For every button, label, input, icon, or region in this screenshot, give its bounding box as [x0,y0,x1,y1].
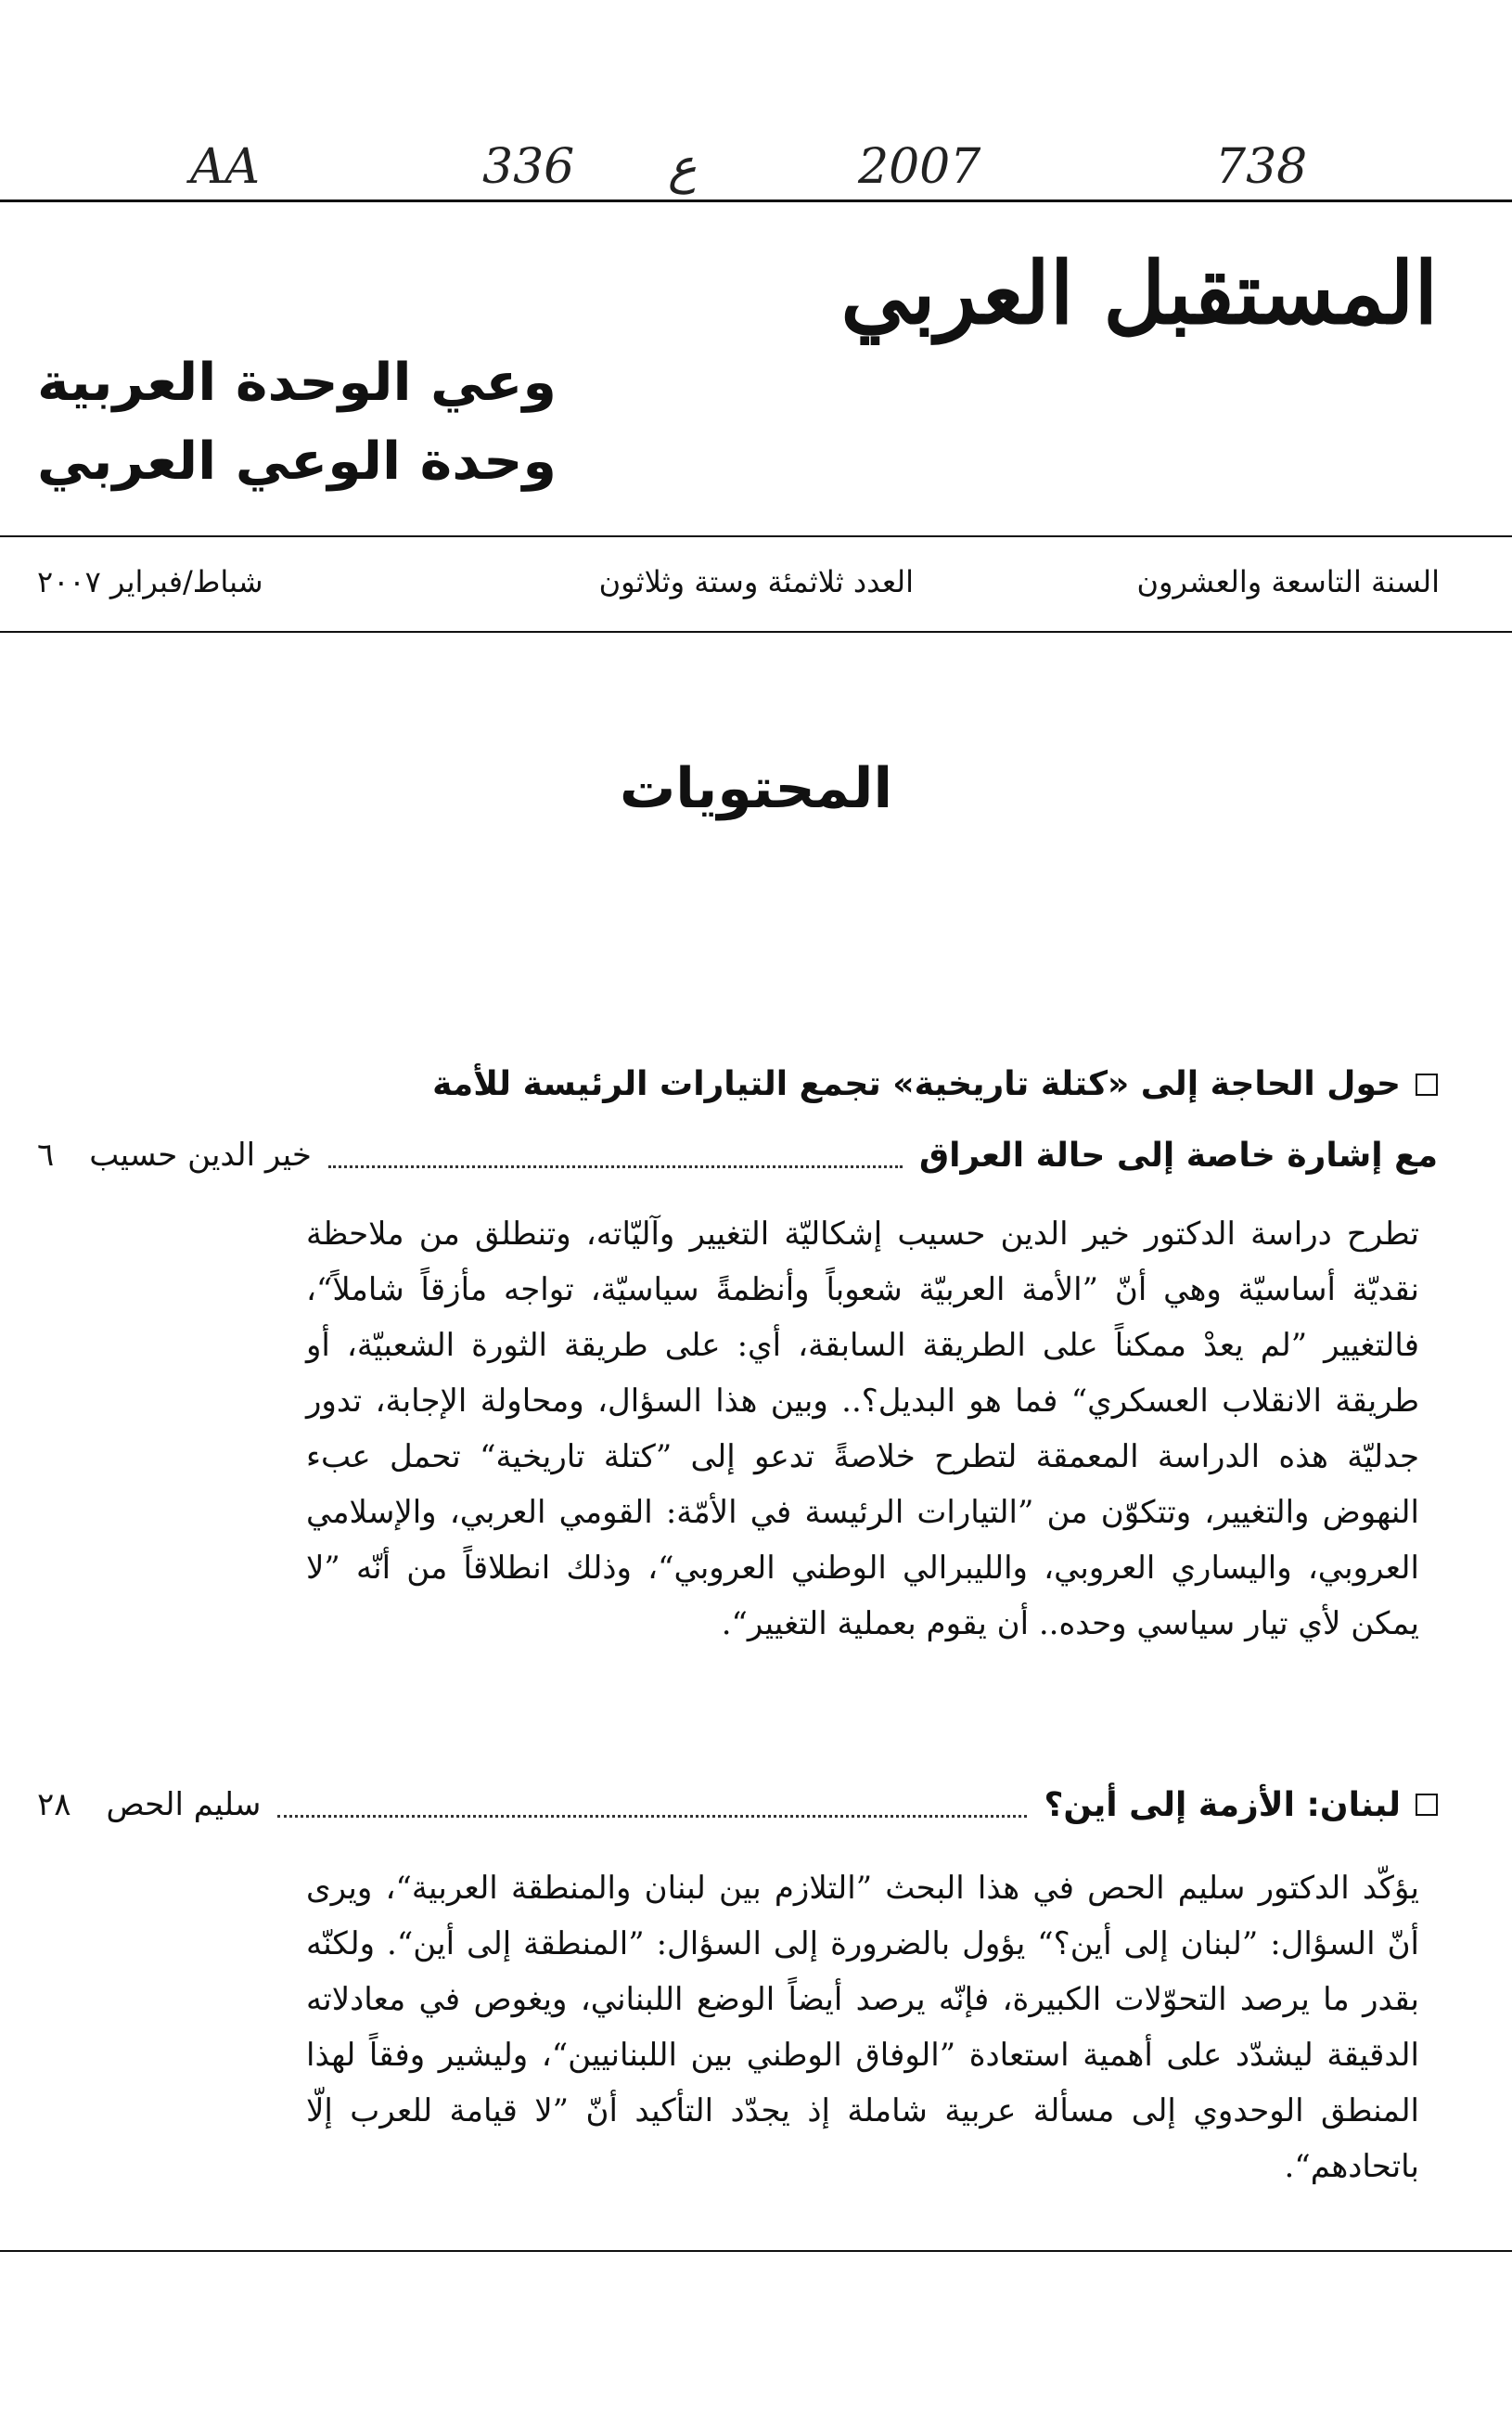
headline-line-2: وحدة الوعي العربي [37,431,557,492]
issue-rule-top [0,535,1512,537]
entry-1-page: ٦ [37,1137,55,1174]
entry-1-row [37,1132,1438,1178]
entry-1-title [432,1065,1438,1103]
issue-number: العدد ثلاثمئة وستة وثلاثون [598,564,914,599]
entry-2-author: سليم الحص [106,1786,262,1823]
issue-year: السنة التاسعة والعشرون [1136,564,1440,599]
handwritten-note-4: 2007 [858,139,981,195]
entry-1-title-line-2: مع إشارة خاصة إلى حالة العراق [918,1136,1438,1175]
bottom-rule [0,2250,1512,2252]
handwritten-note-2: 336 [482,139,575,195]
entry-1-title-line-1: حول الحاجة إلى «كتلة تاريخية» تجمع التيارات الرئيسة للأمة [432,1065,1401,1103]
entry-1-abstract: تطرح دراسة الدكتور خير الدين حسيب إشكاليّة التغيير وآليّاته، وتنطلق من ملاحظة نقديّة أساسيّة وهي أنّ ”الأمة العربيّة شعوباً وأنظمةً سياسيّة، تواجه مأزقاً شاملاً“، فالتغيير ”لم يعدْ ممكناً على الطريقة السابقة، أي: على طريقة الثورة الشعبيّة، أو طريقة الانقلاب العسكري“ فما هو البديل؟.. وبين هذا السؤال، ومحاولة الإجابة، تدور جدليّة هذه الدراسة المعمقة لتطرح خلاصةً تدعو إلى ”كتلة تاريخية“ تحمل عبء النهوض والتغيير، وتتكوّن من ”التيارات الرئيسة في الأمّة: القومي العربي، والإسلامي العروبي، واليساري العروبي، والليبرالي الوطني العروبي“، وذلك انطلاقاً من أنّه ”لا يمكن لأي تيار سياسي وحده.. أن يقوم بعملية التغيير“. [306,1215,1419,1642]
checkbox-icon [1416,1074,1438,1096]
entry-2-title: لبنان: الأزمة إلى أين؟ [1044,1785,1401,1824]
dot-leader [328,1143,903,1168]
handwritten-note-5: 738 [1215,139,1308,195]
checkbox-icon [1416,1794,1438,1816]
top-rule [0,199,1512,202]
handwritten-note-3: ع [668,139,698,195]
issue-rule-bottom [0,631,1512,633]
entry-1-author: خير الدين حسيب [89,1137,312,1174]
masthead-logo: المستقبل العربي [840,243,1438,343]
headline-line-1: وعي الوحدة العربية [37,353,557,413]
entry-2-row [37,1781,1438,1828]
dot-leader [277,1793,1027,1818]
entry-2-page: ٢٨ [37,1786,71,1823]
handwritten-note-1: AA [190,139,261,195]
entry-2-abstract: يؤكّد الدكتور سليم الحص في هذا البحث ”التلازم بين لبنان والمنطقة العربية“، ويرى أنّ السؤال: ”لبنان إلى أين؟“ يؤول بالضرورة إلى السؤال: ”المنطقة إلى أين“. ولكنّه بقدر ما يرصد التحوّلات الكبيرة، فإنّه يرصد أيضاً الوضع اللبناني، ويغوص في معادلاته الدقيقة ليشدّد على أهمية استعادة ”الوفاق الوطني بين اللبنانيين“، وليشير وفقاً لهذا المنطق الوحدوي إلى مسألة عربية شاملة إذ يجدّد التأكيد أنّ ”لا قيامة للعرب إلّا باتحادهم“. [306,1870,1419,2185]
contents-title: المحتويات [619,756,893,821]
issue-date: شباط/فبراير ٢٠٠٧ [37,564,263,599]
